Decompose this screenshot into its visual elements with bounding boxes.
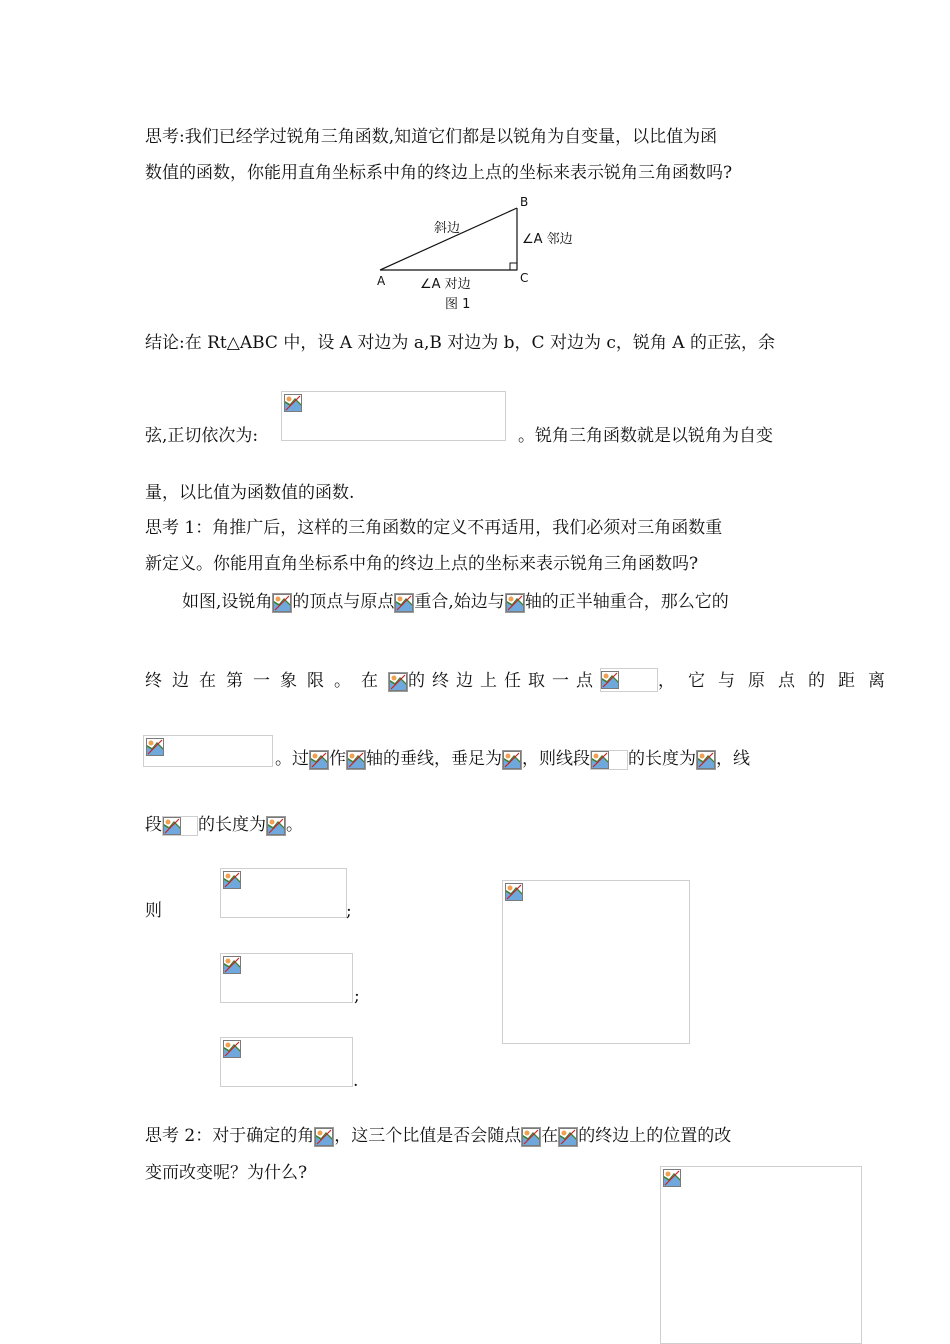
coordinate-figure-image <box>502 880 690 1044</box>
think2-text-a: 思考 2：对于确定的角 <box>145 1126 315 1146</box>
broken-image-icon <box>389 673 407 691</box>
tan-formula-image <box>220 1037 353 1087</box>
broken-image-icon <box>273 594 291 612</box>
setup-text-3b: 作 <box>329 749 346 769</box>
then-punct-2: ; <box>354 986 360 1006</box>
broken-image-icon <box>146 738 164 756</box>
sin-formula-image <box>220 868 347 918</box>
segment-mp-image <box>162 816 198 836</box>
broken-image-icon <box>284 394 302 412</box>
then-label: 则 <box>145 901 162 921</box>
broken-image-icon <box>223 871 241 889</box>
broken-image-icon <box>395 594 413 612</box>
length-b-image <box>266 816 286 836</box>
setup-text-1a: 如图,设锐角 <box>182 592 273 612</box>
broken-image-icon <box>506 594 524 612</box>
alpha-image <box>314 1127 334 1147</box>
adjacent-label: ∠A 邻边 <box>522 232 573 247</box>
figure-caption: 图 1 <box>445 297 471 312</box>
triangle-figure <box>370 195 590 315</box>
think2-line-1 <box>145 1125 731 1147</box>
setup-line-4 <box>145 814 303 836</box>
setup-text-4a: 段 <box>145 815 162 835</box>
setup-text-3f: ，线 <box>716 749 750 769</box>
think2-line-2: 变而改变呢？为什么? <box>145 1163 308 1183</box>
point-p-image <box>521 1127 541 1147</box>
think2-text-b: ，这三个比值是否会随点 <box>334 1126 522 1146</box>
x-axis-image <box>505 593 525 613</box>
intro-line-2: 数值的函数，你能用直角坐标系中角的终边上点的坐标来表示锐角三角函数吗? <box>145 163 733 183</box>
point-p-image <box>600 668 658 692</box>
broken-image-icon <box>663 1169 681 1187</box>
length-a-image <box>696 750 716 770</box>
triangle-diagram <box>370 195 590 315</box>
think2-text-d: 的终边上的位置的改 <box>578 1126 732 1146</box>
setup-text-3d: ，则线段 <box>522 749 590 769</box>
cos-formula-image <box>220 953 353 1003</box>
formula-image-sin-cos-tan <box>281 391 506 441</box>
setup-text-3e: 的长度为 <box>628 749 696 769</box>
vertex-c-label: C <box>520 271 529 285</box>
broken-image-icon <box>505 883 523 901</box>
conclusion-line-3: 量，以比值为函数值的函数. <box>145 483 355 503</box>
broken-image-icon <box>223 1040 241 1058</box>
conclusion-line-2 <box>145 425 258 447</box>
broken-image-icon <box>601 671 619 689</box>
conclusion-line-2-start: 弦,正切依次为: <box>145 426 259 446</box>
broken-image-icon <box>559 1128 577 1146</box>
then-punct-3: . <box>353 1071 359 1091</box>
broken-image-icon <box>347 751 365 769</box>
think1-line-1: 思考 1：角推广后，这样的三角函数的定义不再适用，我们必须对三角函数重 <box>145 518 723 538</box>
alpha-image <box>558 1127 578 1147</box>
broken-image-icon <box>697 751 715 769</box>
setup-text-1d: 轴的正半轴重合，那么它的 <box>524 592 729 612</box>
distance-formula-image <box>143 735 273 767</box>
origin-image <box>394 593 414 613</box>
broken-image-icon <box>223 956 241 974</box>
segment-om-image <box>590 750 628 770</box>
setup-text-2c: ，它与原点的距离 <box>658 671 898 691</box>
setup-text-3a: 。过 <box>275 749 309 769</box>
setup-line-1 <box>182 591 729 613</box>
vertex-a-label: A <box>377 274 386 288</box>
setup-text-4c: 。 <box>286 815 303 835</box>
foot-point-image <box>502 750 522 770</box>
broken-image-icon <box>163 817 181 835</box>
broken-image-icon <box>310 751 328 769</box>
setup-line-3 <box>275 748 750 770</box>
intro-line-1: 思考:我们已经学过锐角三角函数,知道它们都是以锐角为自变量，以比值为函 <box>145 127 718 147</box>
conclusion-line-2-end: 。锐角三角函数就是以锐角为自变 <box>518 426 773 446</box>
opposite-label: ∠A 对边 <box>420 277 471 292</box>
think2-text-c: 在 <box>541 1126 559 1146</box>
broken-image-icon <box>522 1128 540 1146</box>
setup-text-1b: 的顶点与原点 <box>292 592 395 612</box>
alpha-image <box>272 593 292 613</box>
broken-image-icon <box>315 1128 333 1146</box>
setup-text-1c: 重合,始边与 <box>414 592 505 612</box>
then-punct-1: ; <box>346 901 352 921</box>
think1-line-2: 新定义。你能用直角坐标系中角的终边上点的坐标来表示锐角三角函数吗? <box>145 554 699 574</box>
broken-image-icon <box>503 751 521 769</box>
alpha-image <box>388 672 408 692</box>
setup-line-2 <box>145 668 898 692</box>
vertex-b-label: B <box>520 195 529 209</box>
setup-text-3c: 轴的垂线，垂足为 <box>366 749 502 769</box>
point-p-image <box>309 750 329 770</box>
conclusion-line-1: 结论:在 Rt△ABC 中，设 A 对边为 a,B 对边为 b，C 对边为 c，锐角 A 的正弦，余 <box>145 333 775 353</box>
x-axis-image <box>346 750 366 770</box>
similar-triangles-figure-image <box>660 1166 862 1344</box>
setup-text-2a: 终边在第一象限。在 <box>145 671 388 691</box>
hypotenuse-label: 斜边 <box>434 221 461 236</box>
setup-text-4b: 的长度为 <box>198 815 266 835</box>
broken-image-icon <box>267 817 285 835</box>
setup-text-2b: 的终边上任取一点 <box>408 671 600 691</box>
broken-image-icon <box>591 751 609 769</box>
